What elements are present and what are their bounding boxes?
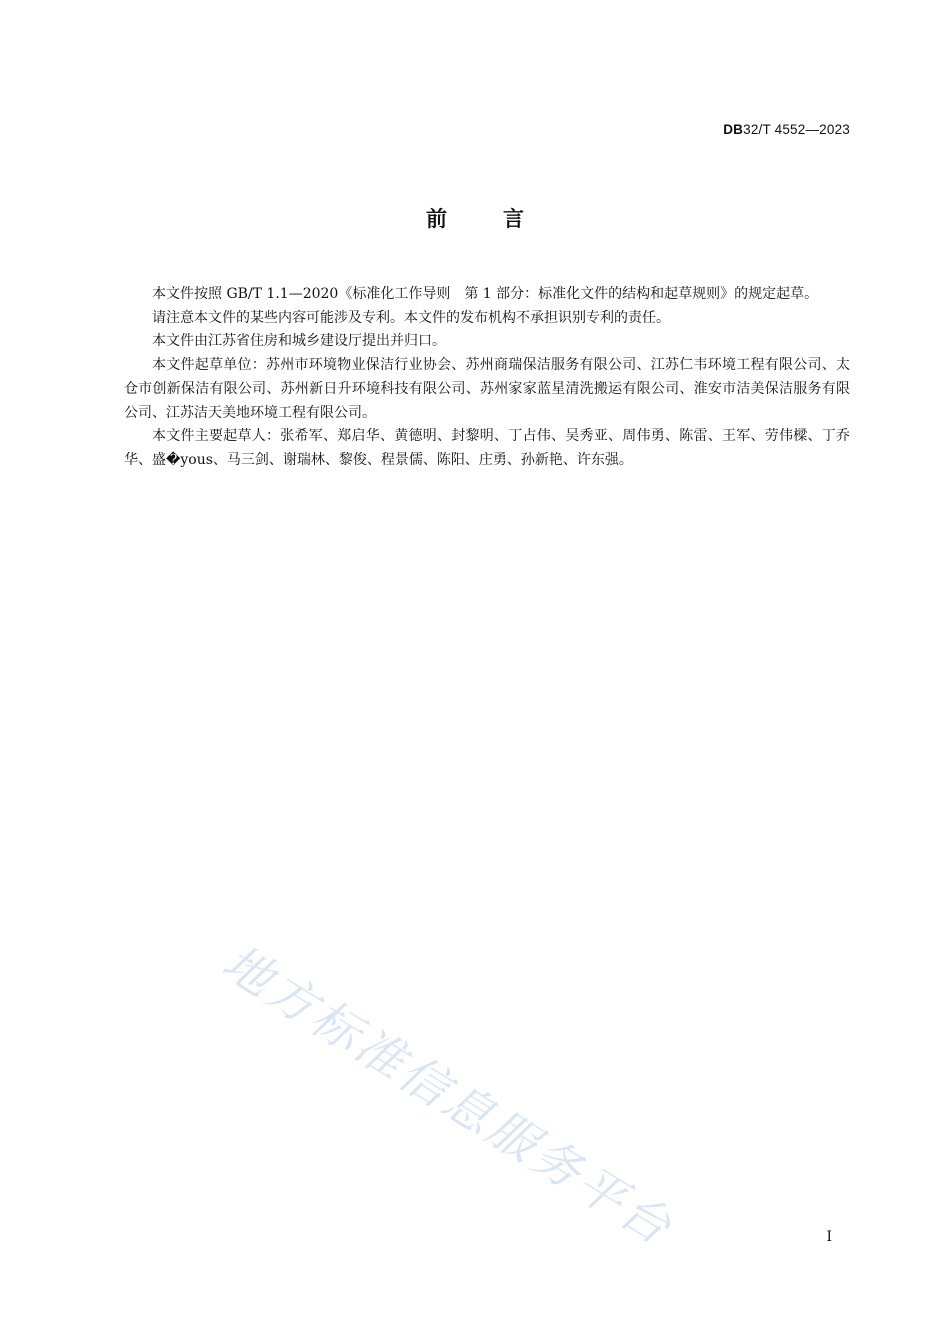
document-code-prefix: DB [723,122,744,137]
paragraph-drafting-units: 本文件起草单位：苏州市环境物业保洁行业协会、苏州商瑞保洁服务有限公司、江苏仁韦环境工程有限公司、太仓市创新保洁有限公司、苏州新日升环境科技有限公司、苏州家家蓝星清洗搬运有限公司、淮安市洁美保洁服务有限公司、江苏洁天美地环境工程有限公司。 [124,357,850,421]
foreword-body [124,283,850,473]
paragraph-drafting-basis: 本文件按照 GB/T 1.1—2020《标准化工作导则 第 1 部分：标准化文件的结构和起草规则》的规定起草。 [152,286,819,302]
document-code [723,122,850,137]
page-title: 前言 [426,207,580,231]
document-code-number: 32/T 4552—2023 [743,122,850,137]
paragraph-proposer: 本文件由江苏省住房和城乡建设厅提出并归口。 [152,333,446,350]
watermark: 地方标准信息服务平台 [212,934,684,1258]
paragraph-patent-notice: 请注意本文件的某些内容可能涉及专利。本文件的发布机构不承担识别专利的责任。 [152,309,670,326]
page-number: I [826,1229,832,1245]
paragraph-drafters: 本文件主要起草人：张希军、郑启华、黄德明、封黎明、丁占伟、吴秀亚、周伟勇、陈雷、王军、劳伟樑、丁乔华、盛�yous、马三剑、谢瑞林、黎俊、程景儒、陈阳、庄勇、孙新艳、许东强。 [124,428,850,468]
